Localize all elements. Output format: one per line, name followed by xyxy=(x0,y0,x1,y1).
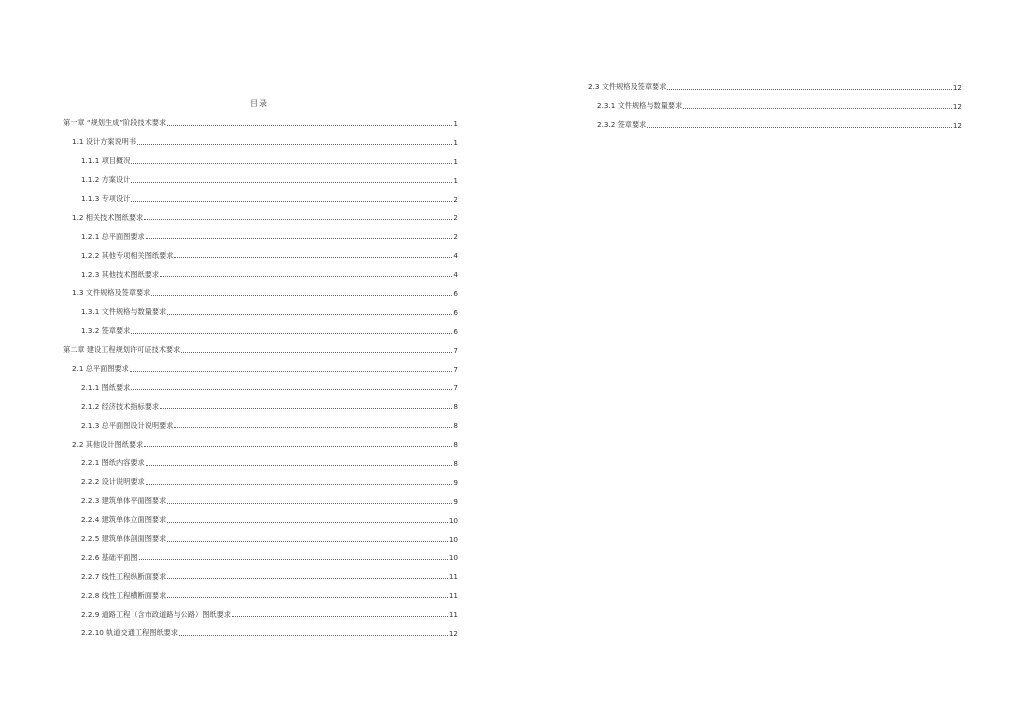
toc-leader-dots xyxy=(683,108,952,109)
toc-entry-page-number: 1 xyxy=(453,175,458,185)
toc-entry[interactable] xyxy=(63,378,458,397)
toc-title: 目录 xyxy=(250,99,268,108)
toc-leader-dots xyxy=(146,238,453,239)
toc-entry-page-number: 9 xyxy=(453,477,458,487)
toc-leader-dots xyxy=(137,144,452,145)
toc-entry-page-number: 10 xyxy=(448,534,458,544)
toc-entry-page-number: 10 xyxy=(448,553,458,563)
toc-entry[interactable] xyxy=(579,78,962,97)
toc-leader-dots xyxy=(160,276,452,277)
toc-entry[interactable] xyxy=(63,492,458,511)
toc-leader-dots xyxy=(179,635,448,636)
toc-entry-label: 2.1.2 经济技术指标要求 xyxy=(81,401,160,411)
toc-left-column xyxy=(63,114,458,643)
toc-entry[interactable] xyxy=(63,586,458,605)
toc-leader-dots xyxy=(131,389,452,390)
toc-leader-dots xyxy=(232,616,448,617)
toc-entry-label: 2.3 文件规格及签章要求 xyxy=(588,82,667,92)
toc-entry-label: 1.2.3 其他技术图纸要求 xyxy=(81,269,160,279)
toc-entry-page-number: 2 xyxy=(453,232,458,242)
toc-entry-page-number: 6 xyxy=(453,326,458,336)
toc-leader-dots xyxy=(647,127,952,128)
toc-entry-page-number: 4 xyxy=(453,270,458,280)
toc-leader-dots xyxy=(167,541,448,542)
toc-entry-label: 2.2.4 建筑单体立面图要求 xyxy=(81,515,167,525)
toc-leader-dots xyxy=(160,408,452,409)
toc-entry[interactable] xyxy=(63,360,458,379)
toc-entry-page-number: 8 xyxy=(453,421,458,431)
toc-entry[interactable] xyxy=(63,227,458,246)
toc-entry-page-number: 9 xyxy=(453,496,458,506)
toc-entry-label: 1.2 相关技术图纸要求 xyxy=(72,212,144,222)
toc-leader-dots xyxy=(131,163,452,164)
toc-entry-page-number: 4 xyxy=(453,251,458,261)
toc-leader-dots xyxy=(167,597,448,598)
toc-entry-page-number: 7 xyxy=(453,364,458,374)
toc-entry-page-number: 11 xyxy=(448,572,458,582)
toc-entry-page-number: 1 xyxy=(453,118,458,128)
toc-entry-page-number: 2 xyxy=(453,194,458,204)
toc-entry-page-number: 12 xyxy=(952,101,962,111)
toc-entry[interactable] xyxy=(63,473,458,492)
toc-entry[interactable] xyxy=(63,246,458,265)
toc-entry-label: 1.2.2 其他专项相关图纸要求 xyxy=(81,250,174,260)
toc-leader-dots xyxy=(167,503,452,504)
toc-entry[interactable] xyxy=(63,171,458,190)
toc-leader-dots xyxy=(167,522,448,523)
toc-entry[interactable] xyxy=(63,284,458,303)
toc-leader-dots xyxy=(167,578,448,579)
toc-entry-label: 2.3.1 文件规格与数量要求 xyxy=(597,101,683,111)
toc-entry-label: 1.3 文件规格及签章要求 xyxy=(72,288,151,298)
toc-entry-label: 2.1.1 图纸要求 xyxy=(81,382,131,392)
toc-leader-dots xyxy=(144,446,452,447)
toc-leader-dots xyxy=(151,295,452,296)
toc-entry[interactable] xyxy=(63,530,458,549)
toc-entry[interactable] xyxy=(63,567,458,586)
toc-entry-label: 2.2.5 建筑单体剖面图要求 xyxy=(81,534,167,544)
toc-leader-dots xyxy=(174,427,452,428)
toc-entry-label: 1.1.3 专项设计 xyxy=(81,194,131,203)
toc-leader-dots xyxy=(146,465,453,466)
toc-entry-page-number: 8 xyxy=(453,440,458,450)
toc-leader-dots xyxy=(144,219,452,220)
toc-entry[interactable] xyxy=(63,152,458,171)
toc-entry-label: 第二章 建设工程规划许可证技术要求 xyxy=(63,345,181,355)
toc-entry[interactable] xyxy=(63,511,458,530)
toc-entry-label: 2.1 总平面图要求 xyxy=(72,364,129,374)
toc-entry[interactable] xyxy=(63,133,458,152)
toc-entry-label: 2.2.3 建筑单体平面图要求 xyxy=(81,496,167,506)
toc-entry[interactable] xyxy=(63,190,458,209)
toc-entry[interactable] xyxy=(63,322,458,341)
toc-entry[interactable] xyxy=(579,97,962,116)
toc-leader-dots xyxy=(181,352,452,353)
toc-entry[interactable] xyxy=(63,624,458,643)
toc-entry[interactable] xyxy=(63,416,458,435)
toc-entry-page-number: 2 xyxy=(453,213,458,223)
toc-entry-page-number: 11 xyxy=(448,610,458,620)
toc-entry-page-number: 1 xyxy=(453,137,458,147)
toc-leader-dots xyxy=(130,371,453,372)
toc-entry-label: 1.1 设计方案说明书 xyxy=(72,137,137,147)
toc-entry-page-number: 7 xyxy=(453,383,458,393)
toc-leader-dots xyxy=(139,559,448,560)
toc-entry[interactable] xyxy=(63,454,458,473)
toc-entry-page-number: 8 xyxy=(453,458,458,468)
toc-right-column xyxy=(579,78,962,135)
toc-entry[interactable] xyxy=(63,265,458,284)
toc-entry-label: 2.2.1 图纸内容要求 xyxy=(81,458,145,468)
toc-entry-label: 2.1.3 总平面图设计说明要求 xyxy=(81,420,174,430)
toc-entry-page-number: 7 xyxy=(453,345,458,355)
toc-entry-label: 1.1.1 项目概况 xyxy=(81,156,131,166)
toc-leader-dots xyxy=(167,125,452,126)
toc-entry-label: 2.2.6 基础平面图 xyxy=(81,552,138,562)
toc-entry-page-number: 1 xyxy=(453,156,458,166)
toc-entry-label: 2.2.8 线性工程横断面要求 xyxy=(81,590,167,600)
toc-entry-page-number: 12 xyxy=(952,82,962,92)
toc-leader-dots xyxy=(174,257,452,258)
toc-entry[interactable] xyxy=(63,435,458,454)
toc-entry-label: 2.3.2 签章要求 xyxy=(597,120,647,130)
toc-entry[interactable] xyxy=(63,114,458,133)
toc-entry-label: 1.3.2 签章要求 xyxy=(81,326,131,336)
toc-entry-page-number: 6 xyxy=(453,288,458,298)
toc-entry-page-number: 12 xyxy=(448,628,458,638)
toc-entry-label: 1.2.1 总平面图要求 xyxy=(81,231,145,241)
toc-entry[interactable] xyxy=(63,341,458,360)
toc-leader-dots xyxy=(131,182,452,183)
toc-entry-label: 1.1.2 方案设计 xyxy=(81,175,131,185)
toc-entry[interactable] xyxy=(579,116,962,135)
toc-leader-dots xyxy=(146,484,453,485)
toc-entry-label: 2.2.10 轨道交通工程图纸要求 xyxy=(81,628,179,638)
toc-leader-dots xyxy=(667,89,951,90)
toc-entry-page-number: 11 xyxy=(448,591,458,601)
toc-entry-label: 2.2.2 设计说明要求 xyxy=(81,477,145,487)
toc-entry-label: 第一章 “规划生成”阶段技术要求 xyxy=(63,118,167,128)
toc-entry[interactable] xyxy=(63,208,458,227)
toc-leader-dots xyxy=(131,201,452,202)
toc-leader-dots xyxy=(167,314,452,315)
toc-entry-page-number: 10 xyxy=(448,515,458,525)
toc-entry-label: 2.2.9 道路工程（含市政道路与公路）图纸要求 xyxy=(81,609,231,619)
toc-entry[interactable] xyxy=(63,303,458,322)
toc-entry[interactable] xyxy=(63,605,458,624)
toc-entry[interactable] xyxy=(63,548,458,567)
toc-entry-page-number: 6 xyxy=(453,307,458,317)
toc-entry-page-number: 8 xyxy=(453,402,458,412)
toc-entry[interactable] xyxy=(63,397,458,416)
toc-entry-label: 2.2.7 线性工程纵断面要求 xyxy=(81,571,167,581)
toc-entry-label: 2.2 其他设计图纸要求 xyxy=(72,439,144,449)
toc-entry-page-number: 12 xyxy=(952,120,962,130)
toc-leader-dots xyxy=(131,333,452,334)
toc-entry-label: 1.3.1 文件规格与数量要求 xyxy=(81,307,167,317)
